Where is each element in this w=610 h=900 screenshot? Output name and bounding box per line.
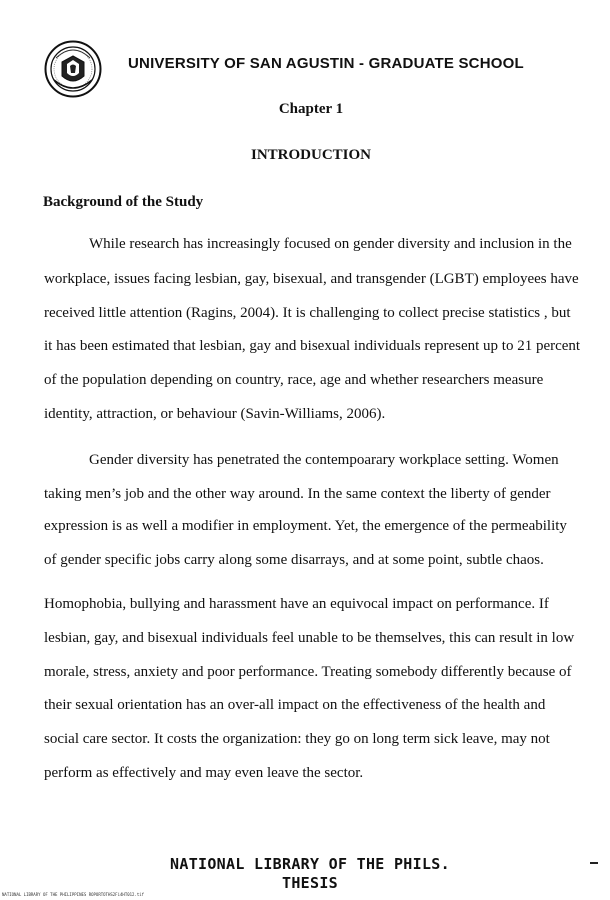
paragraph-line: identity, attraction, or behaviour (Savin-Williams, 2006).	[44, 406, 386, 422]
paragraph-line: While research has increasingly focused on gender diversity and inclusion in the	[89, 236, 572, 252]
paragraph-line: lesbian, gay, and bisexual individuals feel unable to be themselves, this can result in low	[44, 630, 575, 646]
paragraph-line: expression is as well a modifier in employment. Yet, the emergence of the permeability	[44, 518, 567, 534]
scan-caption: NATIONAL LIBRARY OF THE PHILIPPINES ROPORTOTHS2Fi4HT012.tif	[2, 892, 145, 897]
chapter-title: INTRODUCTION	[250, 147, 371, 163]
section-heading: Background of the Study	[43, 194, 204, 210]
paragraph-line: taking men’s job and the other way around. In the same context the liberty of gender	[44, 486, 551, 502]
library-stamp-line1: NATIONAL LIBRARY OF THE PHILS.	[170, 855, 450, 873]
paragraph-line: of gender specific jobs carry along some disarrays, and at some point, subtle chaos.	[44, 552, 544, 568]
paragraph-line: their sexual orientation has an over-all impact on the effectiveness of the health and	[44, 697, 546, 713]
paragraph-line: morale, stress, anxiety and poor performance. Treating somebody differently because of	[44, 664, 572, 680]
paragraph-line: Homophobia, bullying and harassment have an equivocal impact on performance. If	[44, 596, 549, 612]
paragraph-line: workplace, issues facing lesbian, gay, bisexual, and transgender (LGBT) employees have	[44, 271, 579, 287]
margin-mark	[590, 862, 598, 864]
paragraph-line: of the population depending on country, race, age and whether researchers measure	[44, 372, 544, 388]
chapter-label: Chapter 1	[278, 101, 344, 117]
paragraph-line: it has been estimated that lesbian, gay and bisexual individuals represent up to 21 percent	[44, 338, 581, 354]
university-seal-icon	[44, 40, 102, 98]
paragraph-line: social care sector. It costs the organization: they go on long term sick leave, may not	[44, 731, 550, 747]
paragraph-line: received little attention (Ragins, 2004). It is challenging to collect precise statistics , but	[44, 305, 571, 321]
paragraph-line: Gender diversity has penetrated the contempoarary workplace setting. Women	[89, 452, 559, 468]
paragraph-line: perform as effectively and may even leave the sector.	[44, 765, 364, 781]
university-title: UNIVERSITY OF SAN AGUSTIN - GRADUATE SCHOOL	[128, 55, 524, 72]
library-stamp-line2: THESIS	[282, 874, 338, 892]
